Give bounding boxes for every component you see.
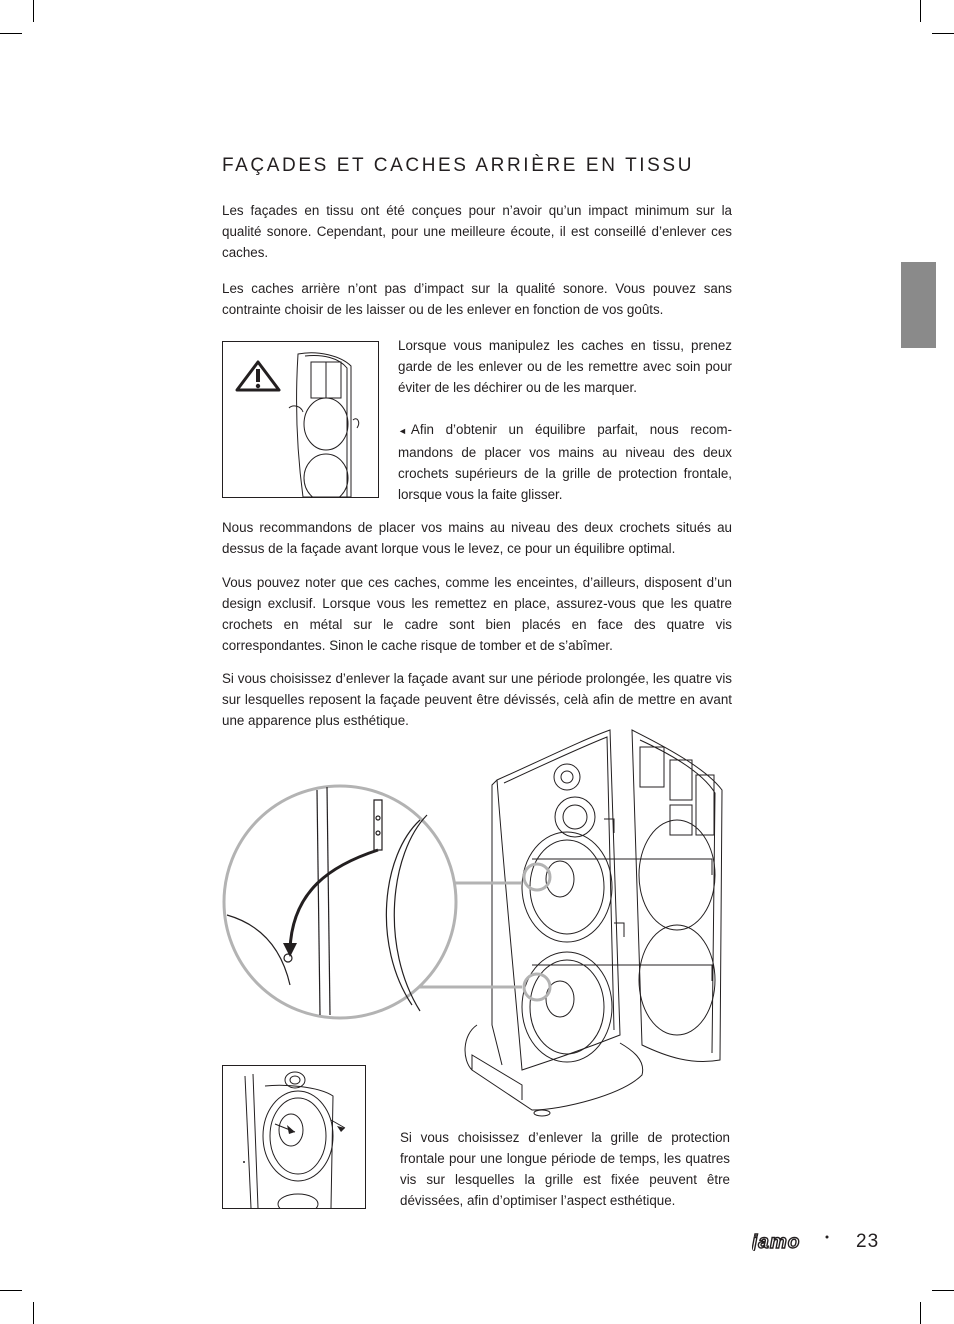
warning-triangle-icon <box>237 362 279 390</box>
magnifier-detail <box>224 786 456 1018</box>
hands-text-body: Afin d’obtenir un équilibre parfait, nous recom- mandons de placer vos mains au niveau des deux crochets supérieurs de la grille de protection frontale, lorsque vous la faite glisser. <box>398 422 732 502</box>
intro-paragraph: Les façades en tissu ont été conçues pour n’avoir qu’un impact minimum sur la qualité sonore. Cependant, pour une meilleure écoute, il est conseillé d’enlever ces caches. <box>222 203 732 260</box>
hooks-paragraph: Vous pouvez noter que ces caches, comme les enceintes, d’ailleurs, disposent d’un design exclusif. Lorsque vous les remettez en place, assurez-vous que les quatre crochets en métal sur le cadre sont bien placés en face des quatre vis correspondantes. Sinon le cache risque de tomber et de s’abîmer. <box>222 575 732 653</box>
crop-mark <box>33 1302 34 1324</box>
page-number: 23 <box>856 1231 880 1252</box>
crop-mark <box>33 0 34 22</box>
crop-mark <box>0 1290 22 1291</box>
lifting-paragraph: Nous recommandons de placer vos mains au niveau des deux crochets situés au dessus de la façade avant lorque vous le levez, ce pour un équilibre optimal. <box>222 520 732 556</box>
logo-text: jamo <box>752 1233 801 1251</box>
crop-mark <box>0 33 22 34</box>
section-tab <box>901 262 936 348</box>
screw-removal-figure <box>222 1065 366 1209</box>
bottom-text: Si vous choisissez d’enlever la grille de protection frontale pour une longue période de temps, les quatres vis sur lesquelles la grille est fixée peuvent être dévissées, afin d’optimiser l’aspect esthétique. <box>400 1130 730 1208</box>
warning-speaker-illustration <box>223 342 378 497</box>
page-title: FAÇADES ET CACHES ARRIÈRE EN TISSU <box>222 155 695 176</box>
crop-mark <box>920 1302 921 1324</box>
warning-figure <box>222 341 379 498</box>
rear-cover-paragraph: Les caches arrière n’ont pas d’impact sur la qualité sonore. Vous pouvez sans contrainte choisir de les laisser ou de les enlever en fonction de vos goûts. <box>222 281 732 317</box>
warning-text: Lorsque vous manipulez les caches en tissu, prenez garde de les enlever ou de les remettre avec soin pour éviter de les déchirer ou de les marquer. <box>398 338 732 395</box>
crop-mark <box>920 0 921 22</box>
crop-mark <box>932 33 954 34</box>
crop-mark <box>932 1290 954 1291</box>
left-arrow-marker: ◄ <box>398 426 407 436</box>
screws-paragraph: Si vous choisissez d’enlever la façade avant sur une période prolongée, les quatre vis sur lesquelles reposent la façade peuvent être dévissés, celà afin de mettre en avant une apparence plus esthétique. <box>222 671 732 728</box>
jamo-logo <box>752 1233 832 1251</box>
hands-text <box>398 419 732 505</box>
